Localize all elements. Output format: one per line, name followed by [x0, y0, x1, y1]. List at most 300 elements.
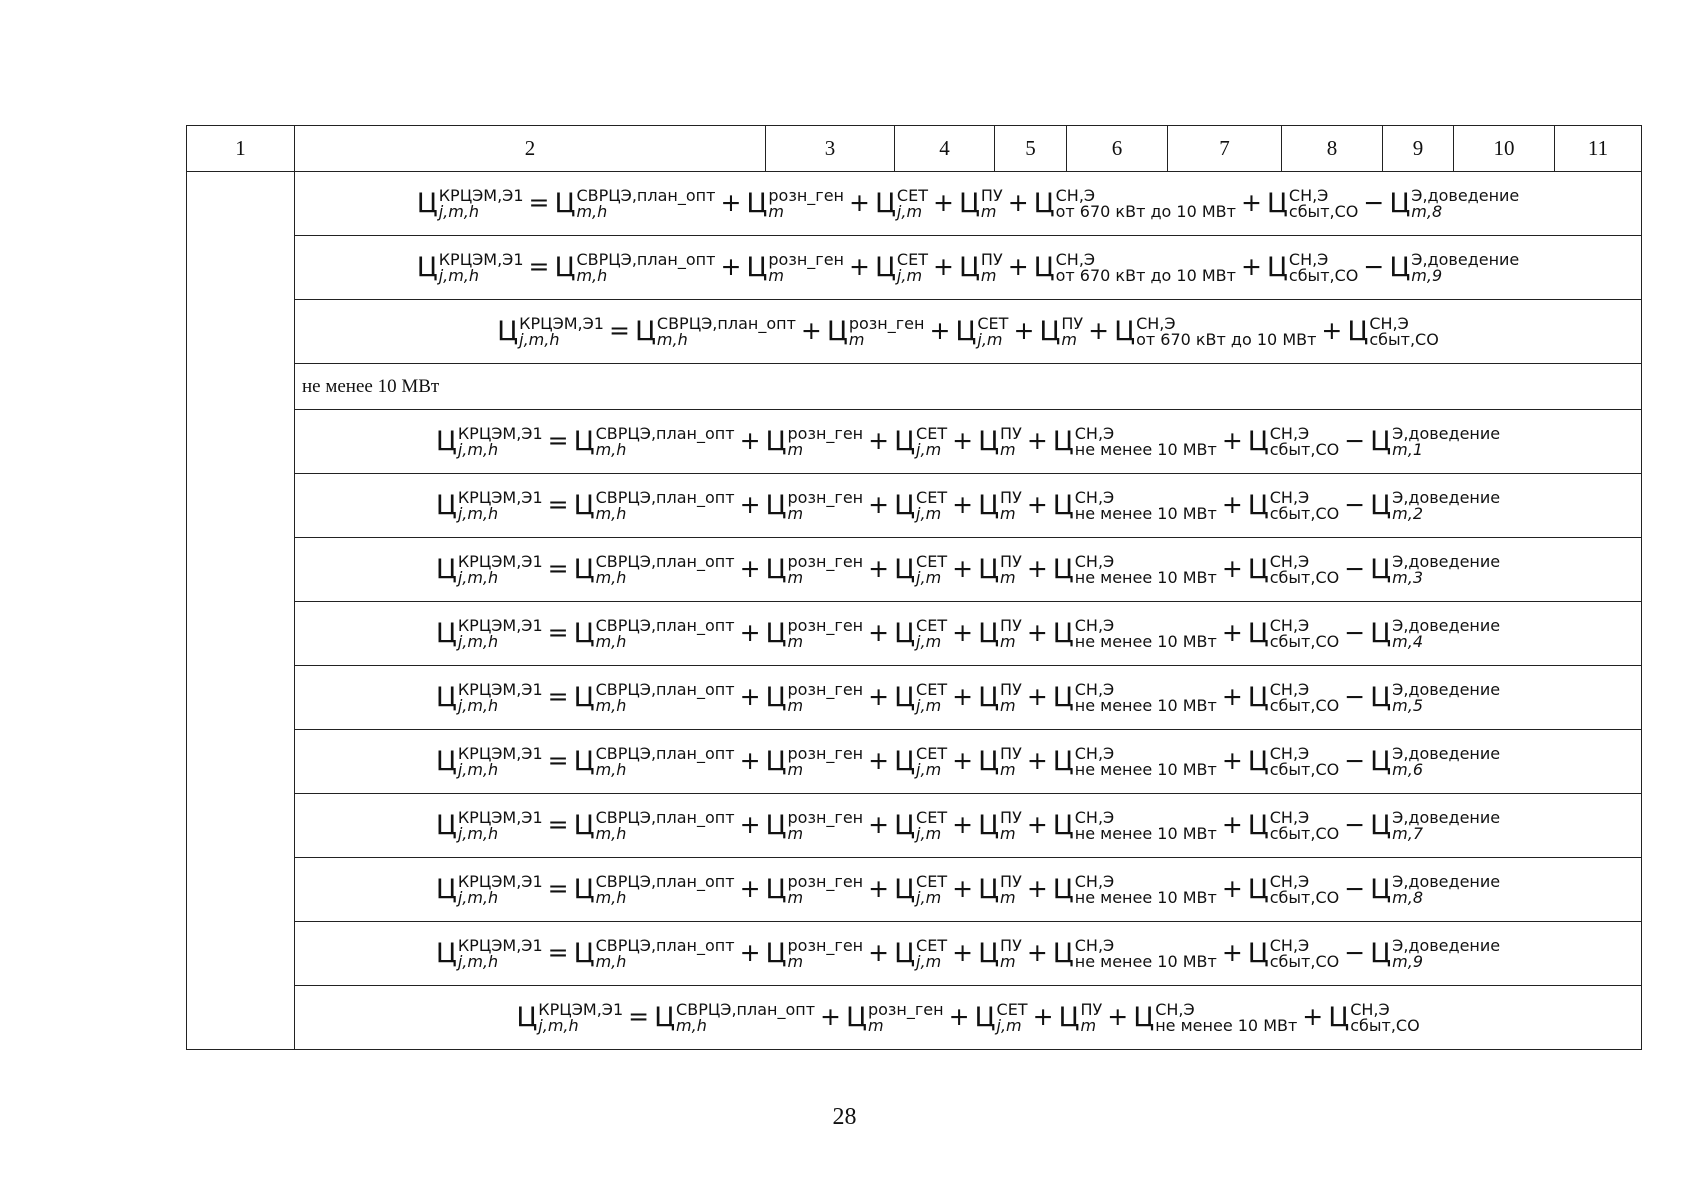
superscript: СН,Э — [1288, 249, 1329, 269]
operator: + — [1107, 1001, 1129, 1031]
price-symbol — [874, 185, 928, 221]
superscript: розн_ген — [787, 679, 864, 699]
subscript: j,m — [916, 759, 942, 779]
header-row — [187, 126, 1642, 172]
operator: + — [1221, 873, 1243, 903]
price-symbol — [978, 871, 1022, 907]
price-letter: Ц — [435, 746, 457, 777]
subscript: m,6 — [1392, 759, 1423, 779]
operator: − — [1363, 251, 1385, 281]
price-symbol — [894, 615, 948, 651]
price-symbol — [765, 487, 864, 523]
superscript: Э,доведение — [1411, 249, 1520, 269]
price-letter: Ц — [1370, 810, 1392, 841]
price-symbol — [573, 807, 735, 843]
price-symbol — [1052, 487, 1217, 523]
superscript: ПУ — [1080, 999, 1103, 1019]
superscript: Э,доведение — [1392, 423, 1501, 443]
superscript: СН,Э — [1074, 743, 1115, 763]
operator: + — [849, 251, 870, 281]
operator: + — [952, 681, 974, 711]
subscript: не менее 10 МВт — [1155, 1015, 1298, 1035]
price-letter: Ц — [554, 188, 576, 219]
subscript: m,3 — [1392, 567, 1423, 587]
price-symbol — [1370, 935, 1501, 971]
subscript: от 670 кВт до 10 МВт — [1055, 265, 1236, 285]
superscript: СН,Э — [1269, 871, 1310, 891]
price-letter: Ц — [1247, 746, 1269, 777]
superscript: ПУ — [980, 185, 1003, 205]
subscript: m,h — [595, 823, 627, 843]
subscript: m,h — [595, 759, 627, 779]
price-letter: Ц — [573, 746, 595, 777]
subscript: сбыт,СО — [1269, 503, 1340, 523]
price-letter: Ц — [1052, 874, 1074, 905]
subscript: не менее 10 МВт — [1074, 567, 1217, 587]
price-letter: Ц — [1370, 554, 1392, 585]
price-symbol — [1247, 743, 1340, 779]
price-symbol — [1033, 185, 1236, 221]
operator: − — [1344, 873, 1366, 903]
price-formula — [435, 935, 1501, 971]
operator: + — [868, 617, 890, 647]
superscript: ПУ — [1000, 423, 1022, 443]
subscript: j,m,h — [519, 329, 560, 349]
price-symbol — [894, 807, 948, 843]
superscript: СН,Э — [1369, 313, 1409, 333]
header-cell: 10 — [1454, 126, 1555, 172]
operator: + — [849, 187, 870, 217]
operator: + — [739, 873, 761, 903]
superscript: Э,доведение — [1392, 487, 1501, 507]
superscript: розн_ген — [848, 313, 925, 333]
superscript: розн_ген — [787, 935, 864, 955]
operator: + — [739, 617, 761, 647]
operator: + — [1026, 553, 1048, 583]
formula-row — [187, 300, 1642, 364]
superscript: КРЦЭМ,Э1 — [438, 185, 524, 205]
price-symbol — [1370, 615, 1501, 651]
price-letter: Ц — [1052, 426, 1074, 457]
subscript: не менее 10 МВт — [1074, 631, 1217, 651]
operator: − — [1344, 809, 1366, 839]
subscript: j,m — [896, 201, 923, 221]
price-symbol — [894, 935, 948, 971]
superscript: СВРЦЭ,план_опт — [595, 871, 735, 891]
subscript: m — [980, 201, 997, 221]
price-symbol — [978, 487, 1022, 523]
operator: + — [720, 187, 742, 217]
price-symbol — [894, 871, 948, 907]
operator: + — [1026, 617, 1048, 647]
subscript: m — [1000, 503, 1016, 523]
price-letter: Ц — [1247, 618, 1269, 649]
price-symbol — [978, 935, 1022, 971]
superscript: Э,доведение — [1392, 615, 1501, 635]
superscript: ПУ — [1000, 487, 1022, 507]
operator: + — [1221, 937, 1243, 967]
price-symbol — [974, 999, 1028, 1035]
operator: + — [868, 873, 890, 903]
price-symbol — [435, 871, 543, 907]
formula-cell — [295, 602, 1642, 666]
formula-row — [187, 858, 1642, 922]
price-symbol — [1247, 679, 1340, 715]
subscript: j,m — [977, 329, 1003, 349]
subscript: m,h — [595, 439, 627, 459]
price-symbol — [958, 249, 1003, 285]
price-symbol — [765, 615, 864, 651]
price-formula — [435, 679, 1501, 715]
price-symbol — [958, 185, 1003, 221]
operator: = — [628, 1001, 650, 1031]
subscript: сбыт,СО — [1288, 201, 1359, 221]
price-symbol — [573, 615, 735, 651]
operator: − — [1344, 681, 1366, 711]
price-symbol — [497, 313, 604, 349]
subscript: m — [787, 951, 804, 971]
superscript: розн_ген — [787, 807, 864, 827]
subscript: m,h — [595, 567, 627, 587]
formula-row — [187, 730, 1642, 794]
subscript: m,h — [576, 201, 608, 221]
superscript: СН,Э — [1269, 679, 1310, 699]
superscript: Э,доведение — [1392, 871, 1501, 891]
price-letter: Ц — [573, 426, 595, 457]
operator: + — [739, 425, 761, 455]
operator: + — [739, 937, 761, 967]
price-symbol — [573, 679, 735, 715]
operator: + — [1221, 809, 1243, 839]
superscript: СВРЦЭ,план_опт — [595, 615, 735, 635]
superscript: СВРЦЭ,план_опт — [595, 935, 735, 955]
price-symbol — [1370, 487, 1501, 523]
header-cell: 9 — [1383, 126, 1454, 172]
subscript: m,9 — [1411, 265, 1443, 285]
price-symbol — [554, 249, 716, 285]
price-formula — [497, 313, 1439, 349]
operator: + — [1302, 1001, 1324, 1031]
operator: + — [1088, 315, 1110, 345]
operator: + — [952, 873, 974, 903]
subscript: сбыт,СО — [1288, 265, 1359, 285]
subscript: не менее 10 МВт — [1074, 695, 1217, 715]
price-letter: Ц — [955, 316, 977, 347]
price-letter: Ц — [894, 874, 916, 905]
price-letter: Ц — [1133, 1002, 1155, 1033]
operator: + — [1007, 187, 1029, 217]
superscript: ПУ — [1000, 935, 1022, 955]
price-formula — [435, 423, 1501, 459]
superscript: СН,Э — [1074, 551, 1115, 571]
price-letter: Ц — [1370, 938, 1392, 969]
price-symbol — [978, 679, 1022, 715]
superscript: Э,доведение — [1392, 551, 1501, 571]
superscript: розн_ген — [787, 551, 864, 571]
price-letter: Ц — [573, 490, 595, 521]
subscript: m,2 — [1392, 503, 1423, 523]
price-symbol — [1052, 807, 1217, 843]
formula-row — [187, 794, 1642, 858]
price-symbol — [1114, 313, 1317, 349]
price-letter: Ц — [978, 426, 1000, 457]
subscript: m — [787, 567, 804, 587]
price-letter: Ц — [765, 490, 787, 521]
superscript: СЕТ — [916, 615, 948, 635]
formula-row — [187, 474, 1642, 538]
price-symbol — [1133, 999, 1298, 1035]
operator: + — [1221, 745, 1243, 775]
price-letter: Ц — [1370, 618, 1392, 649]
subscript: не менее 10 МВт — [1074, 503, 1217, 523]
superscript: ПУ — [1061, 313, 1084, 333]
subscript: сбыт,СО — [1269, 823, 1340, 843]
subscript: j,m,h — [457, 951, 499, 971]
price-letter: Ц — [958, 188, 980, 219]
price-letter: Ц — [573, 682, 595, 713]
subscript: j,m,h — [457, 567, 499, 587]
price-symbol — [765, 423, 864, 459]
price-letter: Ц — [765, 554, 787, 585]
subscript: m,h — [595, 887, 627, 907]
subscript: m,1 — [1392, 439, 1423, 459]
price-letter: Ц — [573, 874, 595, 905]
subscript: j,m,h — [457, 823, 499, 843]
price-letter: Ц — [416, 188, 438, 219]
superscript: СН,Э — [1074, 935, 1115, 955]
operator: − — [1344, 425, 1366, 455]
formula-row — [187, 922, 1642, 986]
superscript: СН,Э — [1074, 615, 1115, 635]
subscript: m,h — [576, 265, 608, 285]
formula-cell — [295, 666, 1642, 730]
subscript: m,5 — [1392, 695, 1423, 715]
price-symbol — [746, 249, 844, 285]
operator: − — [1363, 187, 1385, 217]
price-letter: Ц — [1266, 188, 1288, 219]
formula-cell — [295, 474, 1642, 538]
superscript: КРЦЭМ,Э1 — [457, 743, 543, 763]
price-letter: Ц — [978, 618, 1000, 649]
superscript: СН,Э — [1074, 679, 1115, 699]
price-letter: Ц — [1033, 252, 1055, 283]
formula-table — [186, 125, 1642, 1050]
superscript: розн_ген — [787, 423, 864, 443]
price-letter: Ц — [1370, 874, 1392, 905]
operator: + — [739, 681, 761, 711]
section-label: не менее 10 МВт — [295, 364, 1642, 410]
price-letter: Ц — [1039, 316, 1061, 347]
price-letter: Ц — [765, 746, 787, 777]
formula-row — [187, 236, 1642, 300]
operator: + — [739, 553, 761, 583]
price-letter: Ц — [846, 1002, 867, 1033]
superscript: СЕТ — [916, 935, 948, 955]
price-symbol — [1247, 871, 1340, 907]
operator: + — [868, 681, 890, 711]
price-letter: Ц — [1247, 810, 1269, 841]
superscript: КРЦЭМ,Э1 — [538, 999, 624, 1019]
price-letter: Ц — [1347, 316, 1369, 347]
subscript: j,m — [996, 1015, 1022, 1035]
price-letter: Ц — [1247, 426, 1269, 457]
operator: + — [868, 489, 890, 519]
subscript: j,m — [916, 439, 942, 459]
price-symbol — [1370, 871, 1501, 907]
superscript: КРЦЭМ,Э1 — [457, 423, 543, 443]
superscript: СН,Э — [1155, 999, 1195, 1019]
price-formula — [416, 249, 1520, 285]
superscript: СН,Э — [1074, 487, 1115, 507]
price-letter: Ц — [554, 252, 576, 283]
price-symbol — [978, 807, 1022, 843]
price-letter: Ц — [634, 316, 656, 347]
price-symbol — [1058, 999, 1103, 1035]
superscript: СЕТ — [977, 313, 1009, 333]
operator: + — [948, 1001, 970, 1031]
price-letter: Ц — [958, 252, 980, 283]
price-symbol — [1266, 185, 1359, 221]
operator: = — [528, 251, 550, 281]
formula-cell — [295, 410, 1642, 474]
price-symbol — [1370, 551, 1501, 587]
price-symbol — [1052, 615, 1217, 651]
price-symbol — [1247, 935, 1340, 971]
price-formula — [435, 615, 1501, 651]
formula-cell — [295, 730, 1642, 794]
price-letter: Ц — [497, 316, 519, 347]
formula-cell — [295, 858, 1642, 922]
subscript: m,h — [595, 503, 627, 523]
price-symbol — [1052, 679, 1217, 715]
operator: + — [1026, 745, 1048, 775]
superscript: СВРЦЭ,план_опт — [595, 807, 735, 827]
subscript: m — [1000, 951, 1016, 971]
subscript: j,m,h — [457, 439, 499, 459]
price-letter: Ц — [746, 252, 768, 283]
superscript: СВРЦЭ,план_опт — [595, 487, 735, 507]
superscript: СН,Э — [1269, 615, 1310, 635]
formula-row — [187, 410, 1642, 474]
price-letter: Ц — [1247, 938, 1269, 969]
subscript: m — [787, 759, 804, 779]
operator: + — [1240, 187, 1262, 217]
superscript: СН,Э — [1074, 807, 1115, 827]
price-symbol — [894, 551, 948, 587]
price-symbol — [435, 615, 543, 651]
operator: = — [547, 809, 569, 839]
price-symbol — [894, 487, 948, 523]
price-symbol — [746, 185, 844, 221]
operator: + — [1026, 425, 1048, 455]
subscript: не менее 10 МВт — [1074, 823, 1217, 843]
price-symbol — [416, 185, 524, 221]
price-symbol — [846, 999, 944, 1035]
price-letter: Ц — [978, 682, 1000, 713]
price-symbol — [573, 935, 735, 971]
price-letter: Ц — [1389, 252, 1411, 283]
price-symbol — [1247, 807, 1340, 843]
superscript: СН,Э — [1055, 185, 1096, 205]
price-letter: Ц — [978, 810, 1000, 841]
operator: + — [952, 489, 974, 519]
price-letter: Ц — [765, 682, 787, 713]
operator: + — [1026, 873, 1048, 903]
operator: + — [739, 489, 761, 519]
price-letter: Ц — [1052, 490, 1074, 521]
subscript: m — [1000, 759, 1016, 779]
operator: − — [1344, 553, 1366, 583]
operator: = — [547, 681, 569, 711]
superscript: розн_ген — [768, 249, 844, 269]
price-formula — [516, 999, 1420, 1035]
operator: + — [1026, 681, 1048, 711]
subscript: не менее 10 МВт — [1074, 951, 1217, 971]
superscript: СЕТ — [916, 551, 948, 571]
price-letter: Ц — [826, 316, 848, 347]
superscript: СН,Э — [1269, 423, 1310, 443]
price-symbol — [1347, 313, 1439, 349]
superscript: КРЦЭМ,Э1 — [519, 313, 604, 333]
subscript: j,m — [916, 951, 942, 971]
price-letter: Ц — [974, 1002, 996, 1033]
subscript: m — [787, 887, 804, 907]
price-symbol — [978, 423, 1022, 459]
superscript: СВРЦЭ,план_опт — [595, 423, 735, 443]
price-letter: Ц — [1370, 426, 1392, 457]
price-symbol — [554, 185, 716, 221]
price-letter: Ц — [978, 490, 1000, 521]
operator: + — [952, 617, 974, 647]
price-symbol — [1247, 551, 1340, 587]
price-letter: Ц — [894, 554, 916, 585]
price-letter: Ц — [416, 252, 438, 283]
operator: + — [1221, 553, 1243, 583]
formula-cell — [295, 986, 1642, 1050]
formula-row — [187, 538, 1642, 602]
price-letter: Ц — [573, 938, 595, 969]
price-letter: Ц — [435, 490, 457, 521]
superscript: розн_ген — [787, 615, 864, 635]
price-letter: Ц — [1052, 554, 1074, 585]
price-symbol — [435, 487, 543, 523]
superscript: СН,Э — [1269, 807, 1310, 827]
superscript: розн_ген — [787, 871, 864, 891]
subscript: m — [1061, 329, 1077, 349]
price-symbol — [1328, 999, 1420, 1035]
operator: = — [528, 187, 550, 217]
price-letter: Ц — [1247, 490, 1269, 521]
subscript: j,m — [916, 631, 942, 651]
price-letter: Ц — [1370, 490, 1392, 521]
header-cell: 11 — [1555, 126, 1642, 172]
superscript: Э,доведение — [1392, 935, 1501, 955]
price-symbol — [978, 551, 1022, 587]
price-symbol — [435, 423, 543, 459]
subscript: не менее 10 МВт — [1074, 759, 1217, 779]
subscript: j,m — [916, 695, 942, 715]
subscript: сбыт,СО — [1269, 951, 1340, 971]
superscript: СН,Э — [1269, 743, 1310, 763]
superscript: СВРЦЭ,план_опт — [595, 679, 735, 699]
price-symbol — [1052, 551, 1217, 587]
operator: + — [952, 809, 974, 839]
price-formula — [435, 487, 1501, 523]
subscript: от 670 кВт до 10 МВт — [1136, 329, 1317, 349]
operator: + — [1026, 937, 1048, 967]
price-letter: Ц — [1389, 188, 1411, 219]
operator: + — [868, 937, 890, 967]
